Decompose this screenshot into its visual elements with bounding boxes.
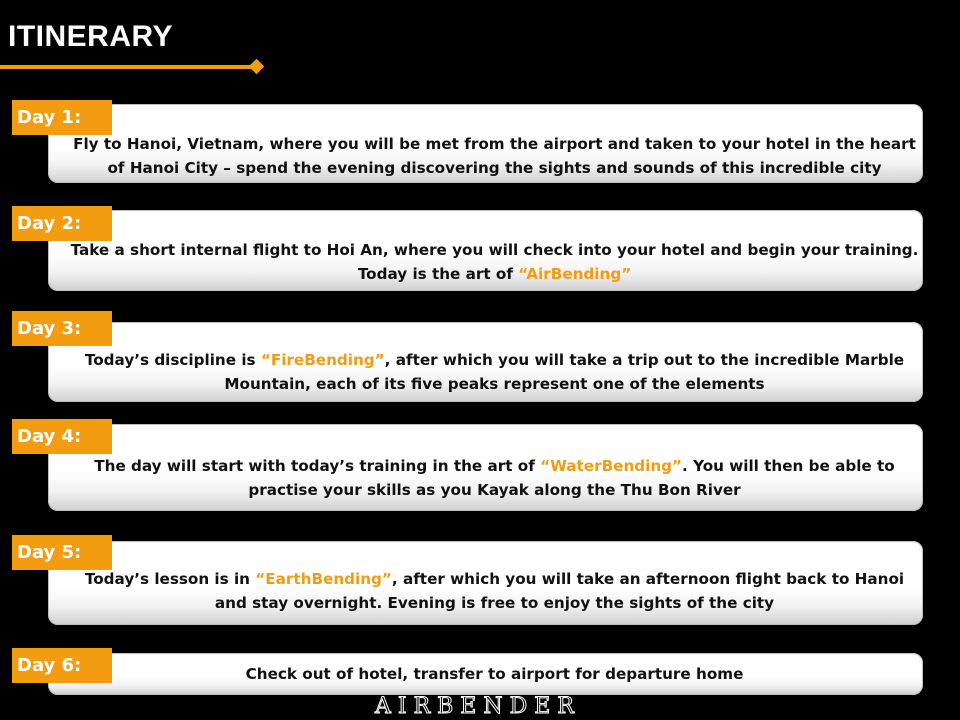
day-6-description <box>70 653 919 695</box>
day-1-description <box>70 104 919 183</box>
desc-text: Today’s discipline is “FireBending”, after which you will take a trip out to the incredible Marble Mountain, each of its five peaks represent one of the elements <box>84 351 905 393</box>
page-title: ITINERARY <box>8 20 174 53</box>
day-2-label: Day 2: <box>12 206 112 241</box>
day-1-card <box>48 104 923 183</box>
day-5-description <box>70 541 919 625</box>
desc-text: Take a short internal flight to Hoi An, where you will check into your hotel and begin your training. Today is the art of “AirBending” <box>70 241 919 283</box>
desc-text: Check out of hotel, transfer to airport for departure home <box>245 665 744 683</box>
desc-text: Fly to Hanoi, Vietnam, where you will be met from the airport and taken to your hotel in the heart of Hanoi City – spend the evening discovering the sights and sounds of this incredible city <box>73 135 916 177</box>
day-2-card <box>48 210 923 291</box>
day-5-label: Day 5: <box>12 535 112 570</box>
day-3-label: Day 3: <box>12 311 112 346</box>
diamond-icon <box>249 59 265 75</box>
day-1-label: Day 1: <box>12 100 112 135</box>
day-4-card <box>48 424 923 511</box>
day-6-label: Day 6: <box>12 648 112 683</box>
desc-text: The day will start with today’s training in the art of “WaterBending”. You will then be able to practise your skills as you Kayak along the Thu Bon River <box>94 457 895 499</box>
brand-logo: AIRBENDER <box>375 694 581 719</box>
day-6-card <box>48 653 923 695</box>
title-underline <box>0 65 252 69</box>
day-5-card <box>48 541 923 625</box>
day-4-label: Day 4: <box>12 419 112 454</box>
day-4-description <box>70 424 919 511</box>
desc-text: Today’s lesson is in “EarthBending”, after which you will take an afternoon flight back to Hanoi and stay overnight. Evening is free to enjoy the sights of the city <box>84 570 905 612</box>
day-3-description <box>70 322 919 402</box>
day-3-card <box>48 322 923 402</box>
day-2-description <box>70 210 919 291</box>
